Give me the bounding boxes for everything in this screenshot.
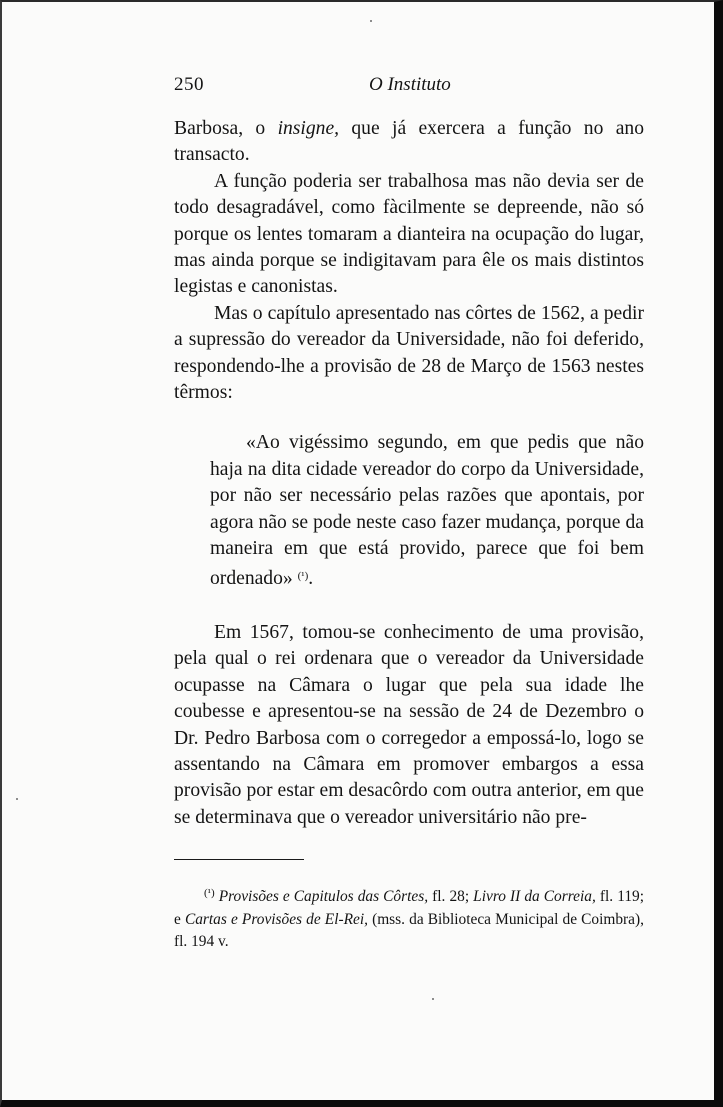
emphasis: insigne, bbox=[277, 118, 340, 139]
page-header bbox=[174, 74, 644, 100]
paper-speck bbox=[432, 998, 434, 1000]
paragraph: Em 1567, tomou-se conhecimento de uma provisão, pela qual o rei ordenara que o vereador da Universidade ocupasse na Câmara o lugar que pela sua idade lhe coubesse e apresentou-se na sessão de 24 de Dezembro o Dr. Pedro Barbosa com o corregedor a empossá-lo, logo se assentando na Câmara em promover embargos a essa provisão por estar em desacôrdo com outra anterior, em que se determinava que o vereador universitário não pre- bbox=[174, 621, 644, 828]
paragraph: A função poderia ser trabalhosa mas não devia ser de todo desagradável, como fàcilmente se depreende, não só porque os lentes tomaram a dianteira na ocupação do lugar, mas ainda porque se indigitavam para êle os mais distintos legistas e canonistas. bbox=[174, 170, 644, 298]
paper-speck bbox=[16, 798, 18, 800]
body-text bbox=[174, 116, 644, 831]
block-quote: «Ao vigéssimo segundo, em que pedis que não haja na dita cidade vereador do corpo da Universidade, por não ser necessário pelas razões que apontais, por agora não se pode neste caso fazer mudança, porque da maneira em que está provido, parece que foi bem ordenado» $^{(^1)}$. bbox=[210, 432, 644, 589]
footnote-separator bbox=[174, 859, 304, 860]
footnote-marker: (¹) bbox=[204, 887, 215, 899]
page-number: 250 bbox=[174, 74, 204, 95]
footnote-reference: (¹) bbox=[297, 569, 309, 582]
paragraph: Barbosa, o insigne, que já exercera a função no ano transacto. bbox=[174, 118, 644, 166]
footnote bbox=[174, 882, 644, 954]
paragraph: Mas o capítulo apresentado nas côrtes de 1562, a pedir a supressão do vereador da Universidade, não foi deferido, respondendo-lhe a provisão de 28 de Março de 1563 nestes têrmos: bbox=[174, 302, 644, 404]
paper-speck bbox=[370, 20, 372, 22]
footnote-text: $^{(^1)}$ Provisões e Capitulos das Côrtes, fl. 28; Livro II da Correia, fl. 119; e Cartas e Provisões de El-Rei, (mss. da Biblioteca Municipal de Coimbra), fl. 194 v. bbox=[174, 887, 644, 950]
running-title: O Instituto bbox=[369, 74, 451, 95]
